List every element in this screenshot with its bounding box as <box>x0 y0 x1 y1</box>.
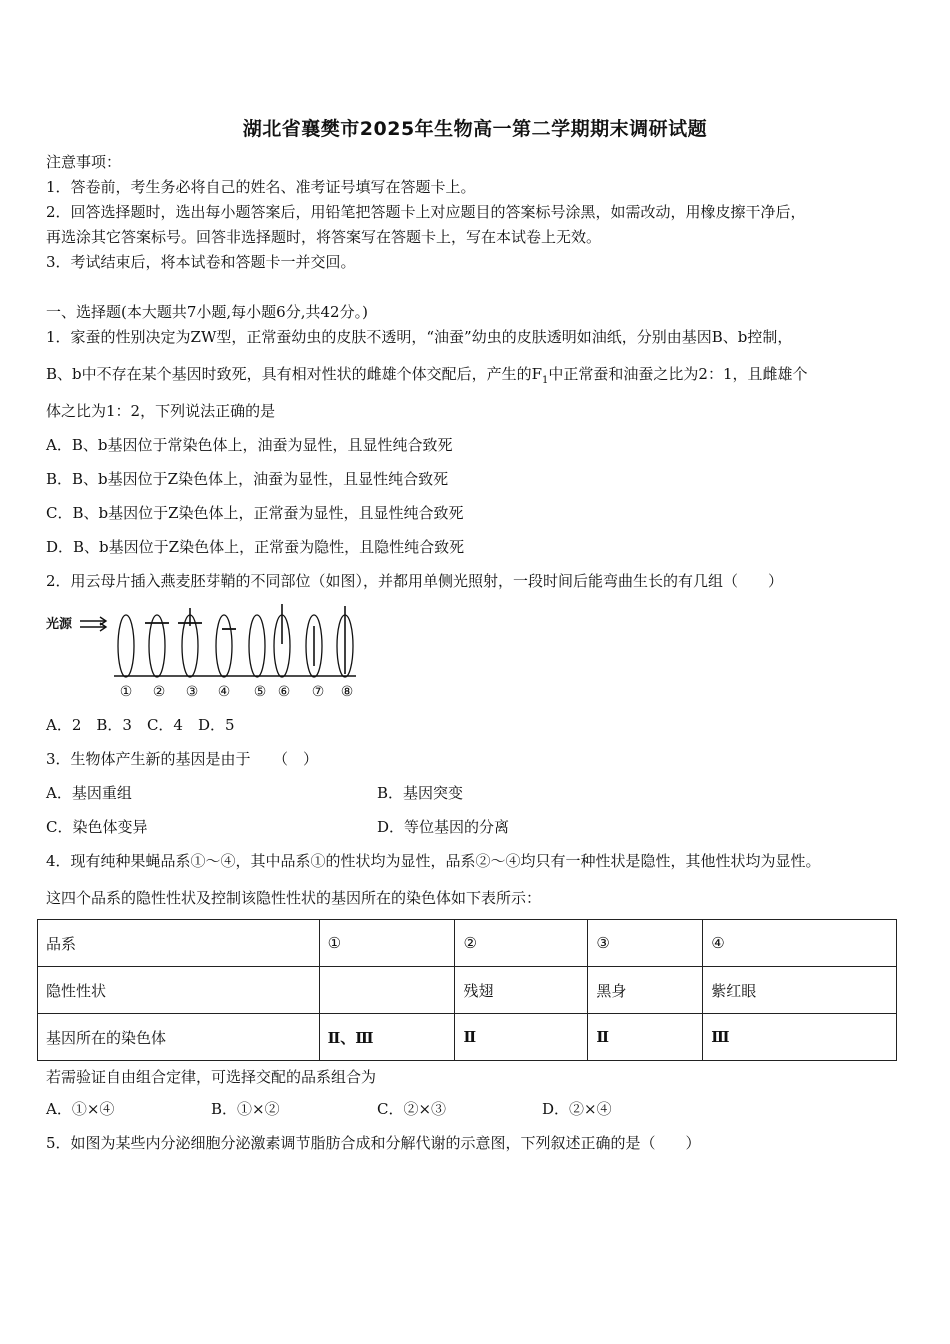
q1-stem-2b: 中正常蚕和油蚕之比为2：1，且雌雄个 <box>548 365 808 383</box>
q2-stem: 2．用云母片插入燕麦胚芽鞘的不同部位（如图），并都用单侧光照射，一段时间后能弯曲生长的有几组（ ） <box>46 572 784 590</box>
q2-options: A．2 B．3 C．4 D．5 <box>46 716 235 734</box>
notice-item-2a: 2．回答选择题时，选出每小题答案后，用铅笔把答题卡上对应题目的答案标号涂黑，如需改动，用橡皮擦干净后， <box>46 203 806 221</box>
q1-stem-1: 1．家蚕的性别决定为ZW型，正常蚕幼虫的皮肤不透明，“油蚕”幼虫的皮肤透明如油纸，分别由基因B、b控制， <box>46 328 793 346</box>
table-cell: 隐性性状 <box>38 967 320 1014</box>
notice-item-2b: 再选涂其它答案标号。回答非选择题时，将答案写在答题卡上，写在本试卷上无效。 <box>46 228 602 246</box>
figure-number-6: ⑥ <box>277 684 291 700</box>
figure-number-4: ④ <box>217 684 231 700</box>
q4-stem-2: 这四个品系的隐性性状及控制该隐性性状的基因所在的染色体如下表所示： <box>46 889 542 907</box>
q4-option-a: A．①×④ <box>46 1100 115 1118</box>
figure-number-2: ② <box>152 684 166 700</box>
q4-option-b: B．①×② <box>211 1100 280 1118</box>
light-arrows <box>80 617 106 631</box>
q1-stem-2 <box>46 364 808 391</box>
q1-option-a: A．B、b基因位于常染色体上，油蚕为显性，且显性纯合致死 <box>46 436 453 454</box>
table-cell: Ⅱ <box>588 1014 703 1061</box>
figure-number-1: ① <box>119 684 133 700</box>
section-heading: 一、选择题(本大题共7小题,每小题6分,共42分。) <box>46 303 368 321</box>
table-cell: 品系 <box>38 920 320 967</box>
table-cell: ④ <box>703 920 897 967</box>
q1-stem-2-sub: 1 <box>542 375 549 386</box>
notice-item-1: 1．答卷前，考生务必将自己的姓名、准考证号填写在答题卡上。 <box>46 178 476 196</box>
table-cell: Ⅱ <box>455 1014 588 1061</box>
q4-stem-3: 若需验证自由组合定律，可选择交配的品系组合为 <box>46 1068 377 1086</box>
table-row <box>38 967 897 1014</box>
figure-numbers <box>120 684 354 700</box>
coleoptile-1 <box>118 615 134 677</box>
q5-stem: 5．如图为某些内分泌细胞分泌激素调节脂肪合成和分解代谢的示意图，下列叙述正确的是（ ） <box>46 1134 701 1152</box>
figure-number-3: ③ <box>185 684 199 700</box>
page-title: 湖北省襄樊市2025年生物高一第二学期期末调研试题 <box>242 118 708 140</box>
coleoptiles <box>118 604 353 677</box>
q1-stem-3: 体之比为1：2，下列说法正确的是 <box>46 402 276 420</box>
notice-item-3: 3．考试结束后，将本试卷和答题卡一并交回。 <box>46 253 356 271</box>
coleoptile-4 <box>216 615 232 677</box>
q1-option-c: C．B、b基因位于Z染色体上，正常蚕为显性，且显性纯合致死 <box>46 504 464 522</box>
figure-number-5: ⑤ <box>253 684 267 700</box>
table-row <box>38 920 897 967</box>
light-source-label: 光源 <box>46 617 73 632</box>
notice-heading: 注意事项： <box>46 153 122 171</box>
q4-option-d: D．②×④ <box>542 1100 612 1118</box>
table-cell: ③ <box>588 920 703 967</box>
table-cell: ① <box>319 920 455 967</box>
table-cell: Ⅱ、Ⅲ <box>319 1014 455 1061</box>
q3-option-b: B．基因突变 <box>377 784 464 802</box>
q3-option-c: C．染色体变异 <box>46 818 148 836</box>
table-cell: 残翅 <box>455 967 588 1014</box>
coleoptile-2 <box>149 615 165 677</box>
table-cell <box>319 967 455 1014</box>
coleoptile-5 <box>249 615 265 677</box>
table-cell: ② <box>455 920 588 967</box>
table-cell: Ⅲ <box>703 1014 897 1061</box>
figure-number-8: ⑧ <box>340 684 354 700</box>
q1-option-d: D．B、b基因位于Z染色体上，正常蚕为隐性，且隐性纯合致死 <box>46 538 465 556</box>
q3-stem: 3．生物体产生新的基因是由于 （ ） <box>46 750 319 768</box>
figure-number-7: ⑦ <box>311 684 325 700</box>
q4-option-c: C．②×③ <box>377 1100 447 1118</box>
q3-option-a: A．基因重组 <box>46 784 132 802</box>
q1-stem-2a: B、b中不存在某个基因时致死，具有相对性状的雌雄个体交配后，产生的F <box>46 365 543 383</box>
table-cell: 基因所在的染色体 <box>38 1014 320 1061</box>
table-row <box>38 1014 897 1061</box>
q3-option-d: D．等位基因的分离 <box>377 818 510 836</box>
q4-stem-1: 4．现有纯种果蝇品系①～④，其中品系①的性状均为显性，品系②～④均只有一种性状是隐性，其他性状均为显性。 <box>46 852 821 870</box>
coleoptile-figure <box>44 604 364 704</box>
table-cell: 黑身 <box>588 967 703 1014</box>
strain-table <box>37 919 897 1061</box>
table-cell: 紫红眼 <box>703 967 897 1014</box>
q1-option-b: B．B、b基因位于Z染色体上，油蚕为显性，且显性纯合致死 <box>46 470 449 488</box>
